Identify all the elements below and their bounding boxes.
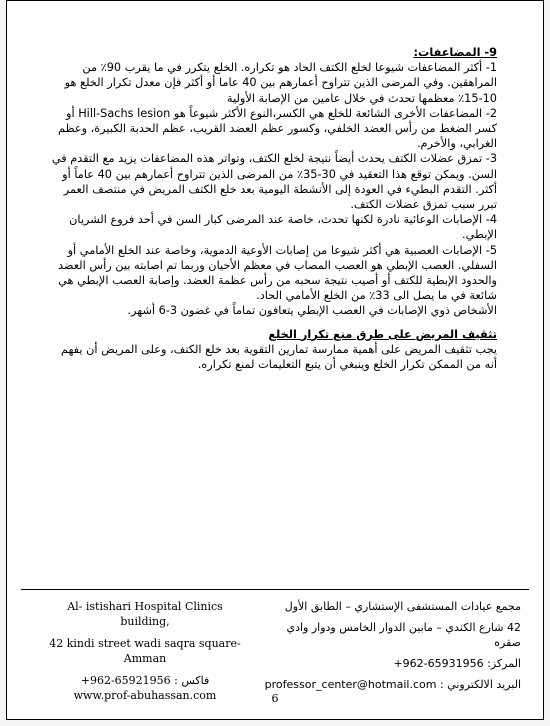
education-title: تثقيف المريض على طرق منع تكرار الخلع: [268, 327, 497, 341]
education-text: يجب تثقيف المريض على أهمية ممارسة تمارين التقوية بعد خلع الكتف، وعلى المريض أن يفهم أنه من الممكن تكرار الخلع وينبغي أن يتبع التعليمات لمنع تكراره.: [60, 342, 497, 372]
spacer: [47, 319, 497, 327]
footer-email[interactable]: البريد الالكتروني : professor_center@hotmail.com: [264, 678, 521, 691]
footer-building-ar: مجمع عيادات المستشفى الإستشاري – الطابق الأول: [284, 600, 521, 613]
paragraph-4: 4- الإصابات الوعائية نادرة لكنها تحدث، خاصة عند المرضى كبار السن في أحد فروع الشريان الإبطي.: [69, 213, 497, 242]
paragraph-5: 5- الإصابات العصبية هي أكثر شيوعا من إصابات الأوعية الدموية، وخاصة عند الخلع الأمامي أو السفلي. العصب الإبطي هو العصب المصاب في معظم الأحيان وربما تم اصابته بين رأس العضد والحدود الإبطية للكتف أو أصيب نتيجة سحبه من رأس عظمة العضد. وإصابة العصب الإبطي هي شائعة في ما يصل الى 33٪ من الخلع الأمامي الحاد.: [57, 243, 497, 303]
footer-address-arabic: [261, 599, 521, 698]
footer-website[interactable]: www.prof-abuhassan.com: [73, 689, 217, 702]
paragraph-1: 1- أكثر المضاعفات شيوعا لخلع الكتف الحاد هو تكراره. الخلع يتكرر في ما يقرب 90٪ من المراهقين. وفي المرضى الذين تتراوح أعمارهم بين 40 عاما أو أكثر فإن معدل تكرار الخلع هو 10-15٪ معظمها تحدث في خلال عامين من الإصابة الأولية: [64, 61, 497, 105]
paragraph-3: 3- تمزق عضلات الكتف يحدث أيضاً نتيجة لخلع الكتف، وتواتر هذه المضاعفات يزيد مع التقدم في السن. ويمكن توقع هذا التعقيد في 30-35٪ من المرضى الذين تتراوح أعمارهم بين 40 عاماً أو أكثر. التقدم البطيء في العودة إلى الأنشطة اليومية بعد خلع الكتف المريض في منتصف العمر تبرر سبب تمزق عضلات الكتف.: [51, 152, 497, 212]
footer-building-en: Al- istishari Hospital Clinics building,: [67, 600, 223, 628]
paragraph-6: الأشخاص ذوي الإصابات في العصب الإبطي يتعافون تماماً في غضون 3-6 أشهر.: [127, 304, 497, 318]
page-content: [47, 45, 497, 372]
document-page: [6, 0, 544, 720]
footer-center-phone: المركز: 65931956-962+: [393, 657, 521, 670]
paragraph-2: 2- المضاعفات الأخرى الشائعة للخلع هي الكسر،النوع الأكثر شيوعاً هو Hill-Sachs lesion أو كسر الضغط من رأس العضد الخلفي، وكسور عظم العضد القريب، عظم الحدبة الكبيرة، وعظم الغرابي، والأخرم.: [58, 106, 497, 151]
footer-street-ar: 42 شارع الكندي – مابين الدوار الخامس ودوار وادي صقره: [286, 621, 521, 649]
page-number: 6: [271, 692, 279, 705]
footer-address-english: [45, 599, 245, 703]
footer-fax: فاكس : 65921956-962+: [80, 674, 210, 687]
footer-divider: [21, 589, 529, 590]
footer-street-en: 42 kindi street wadi saqra square-Amman: [49, 637, 241, 665]
section-title: 9- المضاعفات:: [413, 46, 497, 59]
